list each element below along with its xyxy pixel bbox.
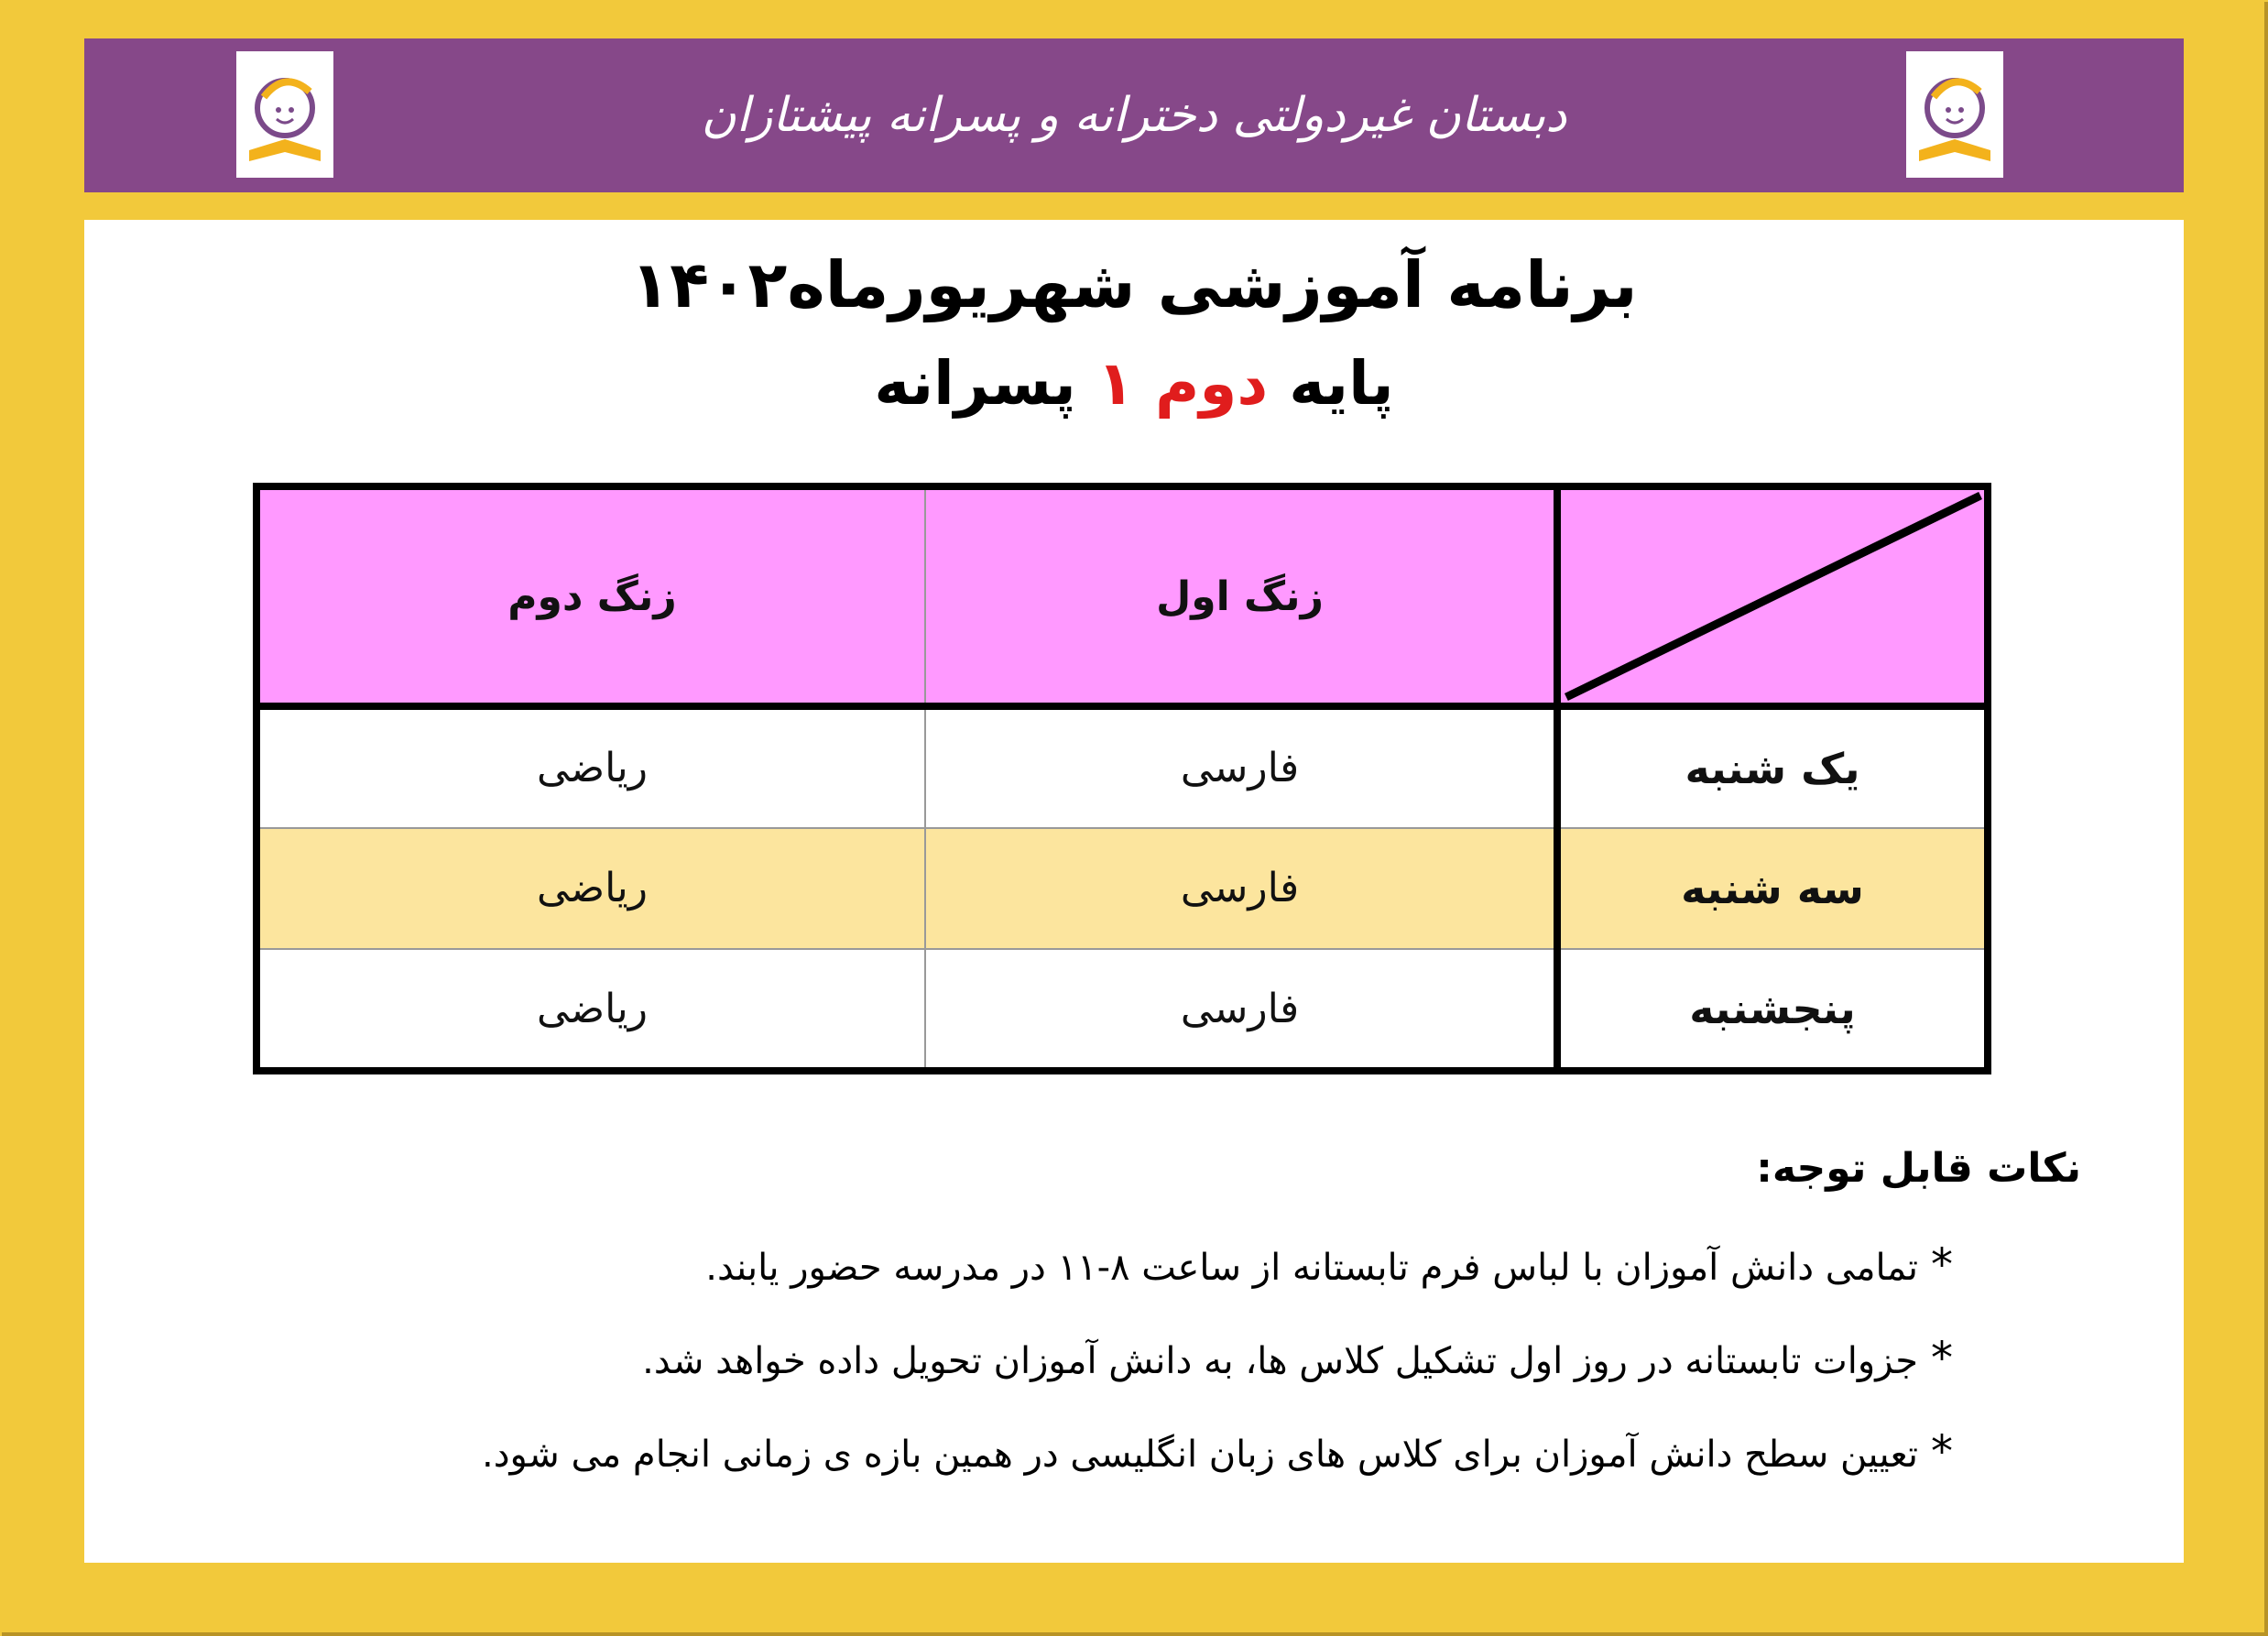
asterisk-icon: * (1931, 1333, 1953, 1384)
school-name: دبستان غیردولتی دخترانه و پسرانه پیشتازان (701, 88, 1567, 143)
subtitle-gender: پسرانه (874, 348, 1076, 419)
subtitle-grade: پایه (1289, 348, 1394, 419)
page-subtitle (84, 348, 2184, 419)
header-banner (84, 38, 2184, 192)
note-text: تعیین سطح دانش آموزان برای کلاس های زبان انگلیسی در همین بازه ی زمانی انجام می شود. (482, 1434, 1918, 1476)
note-text: تمامی دانش آموزان با لباس فرم تابستانه از ساعت ۸-۱۱ در مدرسه حضور یابند. (705, 1247, 1918, 1289)
subject-cell: فارسی (925, 949, 1557, 1071)
note-item (432, 1238, 1953, 1331)
note-item (432, 1331, 1953, 1424)
page-title: برنامه آموزشی شهریورماه۱۴۰۲ (630, 247, 1638, 322)
notes-title: نکات قابل توجه: (1756, 1145, 2081, 1192)
subtitle-class: دوم ۱ (1096, 348, 1269, 419)
diagonal-line (1561, 490, 1984, 703)
school-logo-right (1906, 51, 2003, 178)
subject-cell: فارسی (925, 706, 1557, 828)
note-text: جزوات تابستانه در روز اول تشکیل کلاس ها، به دانش آموزان تحویل داده خواهد شد. (642, 1340, 1918, 1382)
subject-cell: فارسی (925, 828, 1557, 950)
column-header: زنگ اول (925, 486, 1557, 706)
table-header-row (256, 486, 1988, 706)
asterisk-icon: * (1931, 1426, 1953, 1478)
asterisk-icon: * (1931, 1239, 1953, 1291)
content-panel (84, 220, 2184, 1563)
column-header: زنگ دوم (256, 486, 925, 706)
table-row (256, 706, 1988, 828)
table-row (256, 949, 1988, 1071)
day-cell: پنجشنبه (1557, 949, 1988, 1071)
subject-cell: ریاضی (256, 706, 925, 828)
notes-section (432, 1145, 2081, 1518)
day-cell: یک شنبه (1557, 706, 1988, 828)
school-logo-icon (1906, 51, 2003, 178)
corner-cell (1557, 486, 1988, 706)
subject-cell: ریاضی (256, 949, 925, 1071)
day-cell: سه شنبه (1557, 828, 1988, 950)
note-item (432, 1424, 1953, 1518)
table-row (256, 828, 1988, 950)
schedule-table (253, 483, 1991, 1074)
subject-cell: ریاضی (256, 828, 925, 950)
